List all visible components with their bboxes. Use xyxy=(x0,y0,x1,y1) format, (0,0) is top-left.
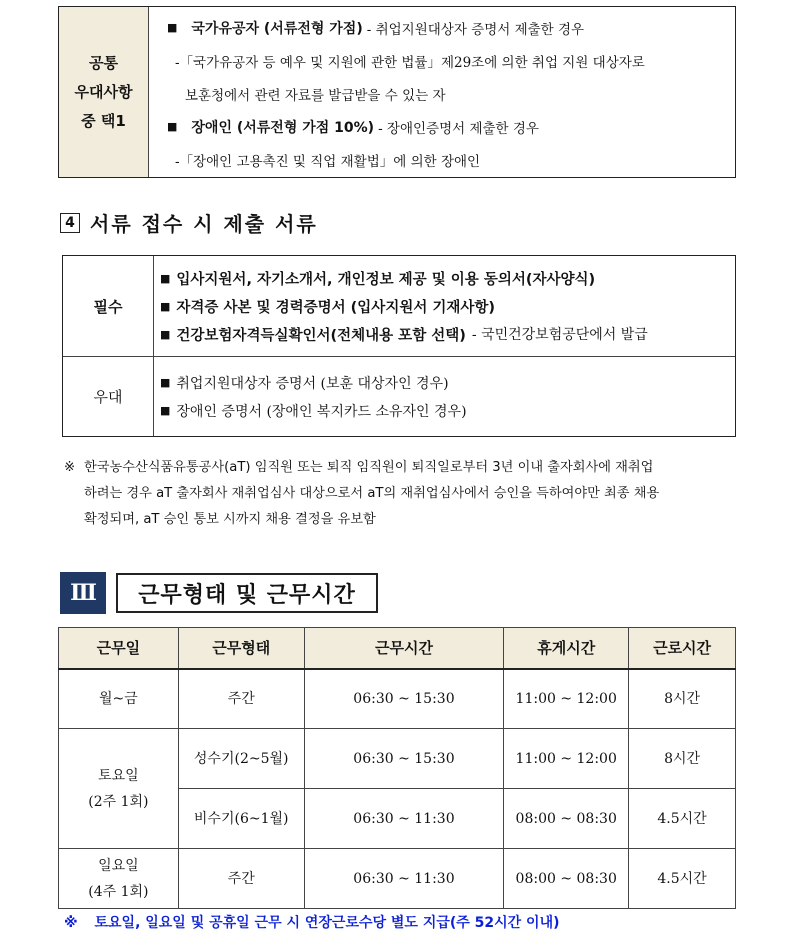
workday-line: 일요일 xyxy=(98,857,139,874)
workday-cell xyxy=(59,729,179,849)
section-4-title: 서류 접수 시 제출 서류 xyxy=(90,212,318,236)
column-header: 근무일 xyxy=(59,628,179,669)
break-time-cell: 11:00 ~ 12:00 xyxy=(504,669,629,729)
total-hours-cell: 8시간 xyxy=(629,669,736,729)
work-type-cell: 주간 xyxy=(178,669,304,729)
preference-label-line: 우대사항 xyxy=(74,82,133,101)
list-item xyxy=(160,264,735,292)
document-name: 장애인 증명서 (장애인 복지카드 소유자인 경우) xyxy=(176,403,467,420)
reemployment-note xyxy=(64,455,744,533)
preference-item-text: - 취업지원대상자 증명서 제출한 경우 xyxy=(366,21,585,38)
preference-item-bold: 장애인 (서류전형 가점 10%) xyxy=(191,119,375,136)
preference-label-cell xyxy=(59,7,149,177)
document-note: - 국민건강보험공단에서 발급 xyxy=(471,327,648,343)
preference-detail xyxy=(167,44,735,77)
list-item xyxy=(160,320,735,348)
total-hours-cell: 4.5시간 xyxy=(629,789,736,849)
reference-mark-icon: ※ xyxy=(64,915,78,931)
section-3-number: Ⅲ xyxy=(60,572,106,614)
document-name: 건강보험자격득실확인서(전체내용 포함 선택) xyxy=(176,327,466,344)
preference-detail xyxy=(167,77,735,110)
work-hours-cell: 06:30 ~ 15:30 xyxy=(304,729,504,789)
list-item xyxy=(160,292,735,320)
column-header: 휴게시간 xyxy=(504,628,629,669)
column-header: 근무형태 xyxy=(178,628,304,669)
note-line: 한국농수산식품유통공사(aT) 임직원 또는 퇴직 임직원이 퇴직일로부터 3년 이내 출자회사에 재취업 xyxy=(84,460,654,475)
preference-item-bold: 국가유공자 (서류전형 가점) xyxy=(191,20,363,37)
bullet-square-icon: ■ xyxy=(160,299,171,313)
preference-label-line: 공통 xyxy=(89,53,118,72)
total-hours-cell: 8시간 xyxy=(629,729,736,789)
preference-item-veterans xyxy=(167,11,735,44)
workday-cell: 월~금 xyxy=(59,669,179,729)
document-name: 취업지원대상자 증명서 (보훈 대상자인 경우) xyxy=(176,375,449,392)
note-line: 하려는 경우 aT 출자회사 재취업심사 대상으로서 aT의 재취업심사에서 승인을 득하여야만 최종 채용 xyxy=(84,486,660,501)
document-name: 입사지원서, 자기소개서, 개인정보 제공 및 이용 동의서(자사양식) xyxy=(176,271,596,288)
section-3-heading xyxy=(60,572,378,614)
bullet-square-icon: ■ xyxy=(160,327,171,341)
table-row xyxy=(59,669,736,729)
preference-detail-text: -「장애인 고용촉진 및 직업 재활법」에 의한 장애인 xyxy=(175,153,481,170)
preference-table xyxy=(58,6,736,178)
document-name: 자격증 사본 및 경력증명서 (입사지원서 기재사항) xyxy=(176,299,496,316)
work-type-cell: 비수기(6~1월) xyxy=(178,789,304,849)
workday-line: 토요일 xyxy=(98,767,139,784)
bullet-square-icon: ■ xyxy=(167,21,178,34)
bullet-square-icon: ■ xyxy=(160,271,171,285)
work-hours-cell: 06:30 ~ 15:30 xyxy=(304,669,504,729)
break-time-cell: 08:00 ~ 08:30 xyxy=(504,849,629,909)
work-type-cell: 주간 xyxy=(178,849,304,909)
workday-cell xyxy=(59,849,179,909)
documents-required-row xyxy=(63,256,735,357)
table-row xyxy=(59,729,736,789)
documents-required-list xyxy=(154,256,735,356)
work-hours-cell: 06:30 ~ 11:30 xyxy=(304,849,504,909)
preference-label-line: 중 택1 xyxy=(81,111,126,130)
preference-content-cell xyxy=(149,7,735,177)
list-item xyxy=(160,397,735,425)
preference-detail-text: -「국가유공자 등 예우 및 지원에 관한 법률」제29조에 의한 취업 지원 대상자로 xyxy=(175,54,645,71)
table-header-row xyxy=(59,628,736,669)
break-time-cell: 08:00 ~ 08:30 xyxy=(504,789,629,849)
note-line: 확정되며, aT 승인 통보 시까지 채용 결정을 유보함 xyxy=(84,512,376,527)
preference-detail xyxy=(167,143,735,176)
bullet-square-icon: ■ xyxy=(160,404,171,417)
preference-item-disabled xyxy=(167,110,735,143)
bullet-square-icon: ■ xyxy=(160,376,171,389)
work-type-cell: 성수기(2~5월) xyxy=(178,729,304,789)
break-time-cell: 11:00 ~ 12:00 xyxy=(504,729,629,789)
bullet-square-icon: ■ xyxy=(167,120,178,133)
workday-line: (2주 1회) xyxy=(88,793,149,810)
documents-preferred-row xyxy=(63,357,735,436)
overtime-note xyxy=(64,912,560,932)
preference-item-text: - 장애인증명서 제출한 경우 xyxy=(378,120,539,137)
column-header: 근로시간 xyxy=(629,628,736,669)
documents-required-label: 필수 xyxy=(63,256,154,356)
overtime-note-text: 토요일, 일요일 및 공휴일 근무 시 연장근로수당 별도 지급(주 52시간 이내) xyxy=(94,915,560,931)
column-header: 근무시간 xyxy=(304,628,504,669)
section-4-number: 4 xyxy=(60,213,80,233)
table-row xyxy=(59,849,736,909)
section-4-heading xyxy=(60,208,318,237)
work-hours-cell: 06:30 ~ 11:30 xyxy=(304,789,504,849)
documents-table xyxy=(62,255,736,437)
total-hours-cell: 4.5시간 xyxy=(629,849,736,909)
documents-preferred-list xyxy=(154,357,735,436)
workday-line: (4주 1회) xyxy=(88,883,149,900)
preference-detail-text: 보훈청에서 관련 자료를 발급받을 수 있는 자 xyxy=(185,87,446,104)
documents-preferred-label: 우대 xyxy=(63,357,154,436)
list-item xyxy=(160,369,735,397)
work-schedule-table xyxy=(58,627,736,909)
reference-mark-icon: ※ xyxy=(64,460,76,475)
section-3-title: 근무형태 및 근무시간 xyxy=(116,573,378,613)
